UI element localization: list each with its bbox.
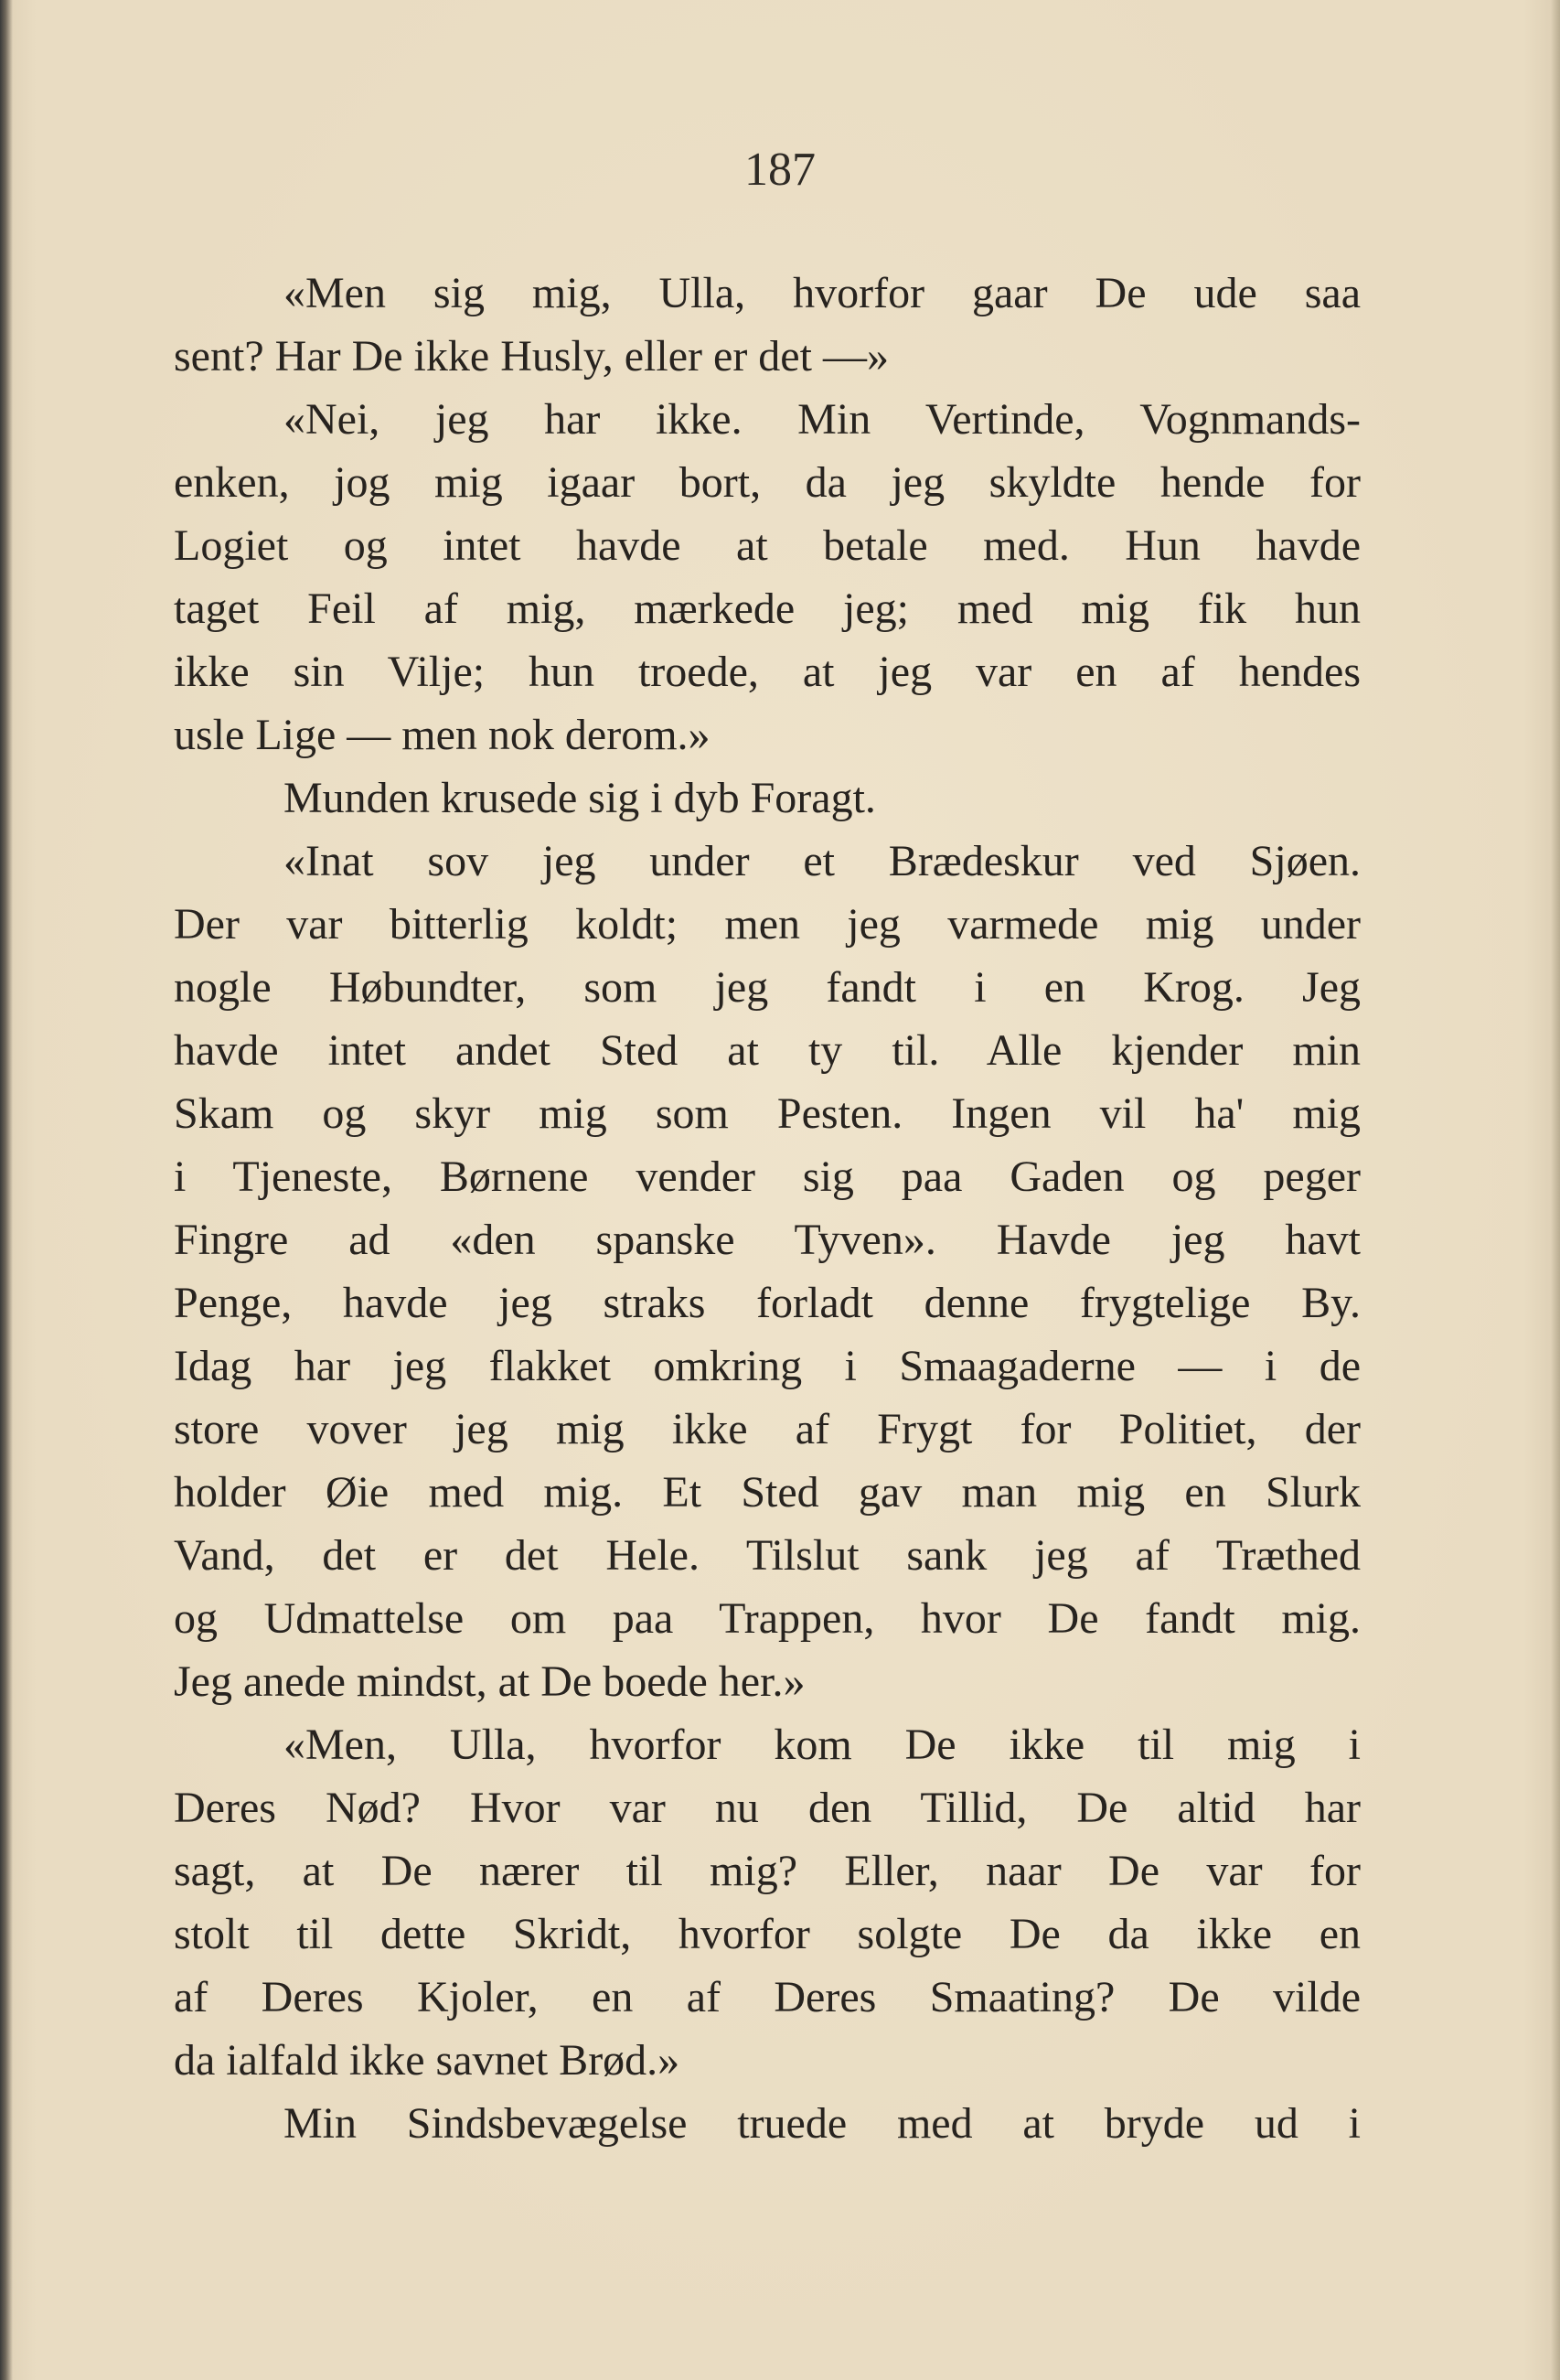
text-line: store vover jeg mig ikke af Frygt for Politiet, der (174, 1405, 1361, 1453)
text-line: ikke sin Vilje; hun troede, at jeg var en af hendes (174, 648, 1361, 696)
text-line: «Men, Ulla, hvorfor kom De ikke til mig i (283, 1721, 1361, 1769)
text-line: sagt, at De nærer til mig? Eller, naar De var for (174, 1847, 1361, 1895)
text-line: Skam og skyr mig som Pesten. Ingen vil ha' mig (174, 1089, 1361, 1138)
text-line: taget Feil af mig, mærkede jeg; med mig fik hun (174, 584, 1361, 633)
text-line: Idag har jeg flakket omkring i Smaagaderne — i de (174, 1342, 1361, 1390)
text-line: usle Lige — men nok derom.» (174, 711, 711, 759)
text-line: Fingre ad «den spanske Tyven». Havde jeg havt (174, 1216, 1361, 1264)
text-line: af Deres Kjoler, en af Deres Smaating? De vilde (174, 1973, 1361, 2021)
text-line: da ialfald ikke savnet Brød.» (174, 2036, 680, 2085)
text-line: sent? Har De ikke Husly, eller er det —» (174, 332, 889, 381)
text-line: i Tjeneste, Børnene vender sig paa Gaden og peger (174, 1152, 1361, 1201)
text-line: Deres Nød? Hvor var nu den Tillid, De altid har (174, 1784, 1361, 1832)
page-right-edge (1551, 0, 1560, 2380)
page-number: 187 (744, 144, 816, 196)
text-line: havde intet andet Sted at ty til. Alle kjender min (174, 1026, 1361, 1075)
text-line: stolt til dette Skridt, hvorfor solgte De da ikke en (174, 1910, 1361, 1958)
text-line: Logiet og intet havde at betale med. Hun havde (174, 521, 1361, 570)
text-line: «Nei, jeg har ikke. Min Vertinde, Vognmands- (283, 395, 1361, 444)
text-line: Vand, det er det Hele. Tilslut sank jeg af Træthed (174, 1531, 1361, 1580)
body-text (174, 262, 1361, 2155)
text-line: Der var bitterlig koldt; men jeg varmede mig under (174, 900, 1361, 949)
page-left-edge-shadow (0, 0, 13, 2380)
text-line: enken, jog mig igaar bort, da jeg skyldte hende for (174, 458, 1361, 507)
text-line: nogle Høbundter, som jeg fandt i en Krog. Jeg (174, 963, 1361, 1012)
text-line: Jeg anede mindst, at De boede her.» (174, 1657, 806, 1706)
text-line: og Udmattelse om paa Trappen, hvor De fandt mig. (174, 1594, 1361, 1643)
text-line: «Men sig mig, Ulla, hvorfor gaar De ude saa (283, 269, 1361, 317)
text-line: holder Øie med mig. Et Sted gav man mig en Slurk (174, 1468, 1361, 1517)
text-line: «Inat sov jeg under et Brædeskur ved Sjøen. (283, 837, 1361, 885)
text-line: Munden krusede sig i dyb Foragt. (283, 774, 876, 822)
text-line: Penge, havde jeg straks forladt denne frygtelige By. (174, 1279, 1361, 1327)
text-line: Min Sindsbevægelse truede med at bryde ud i (283, 2099, 1361, 2148)
